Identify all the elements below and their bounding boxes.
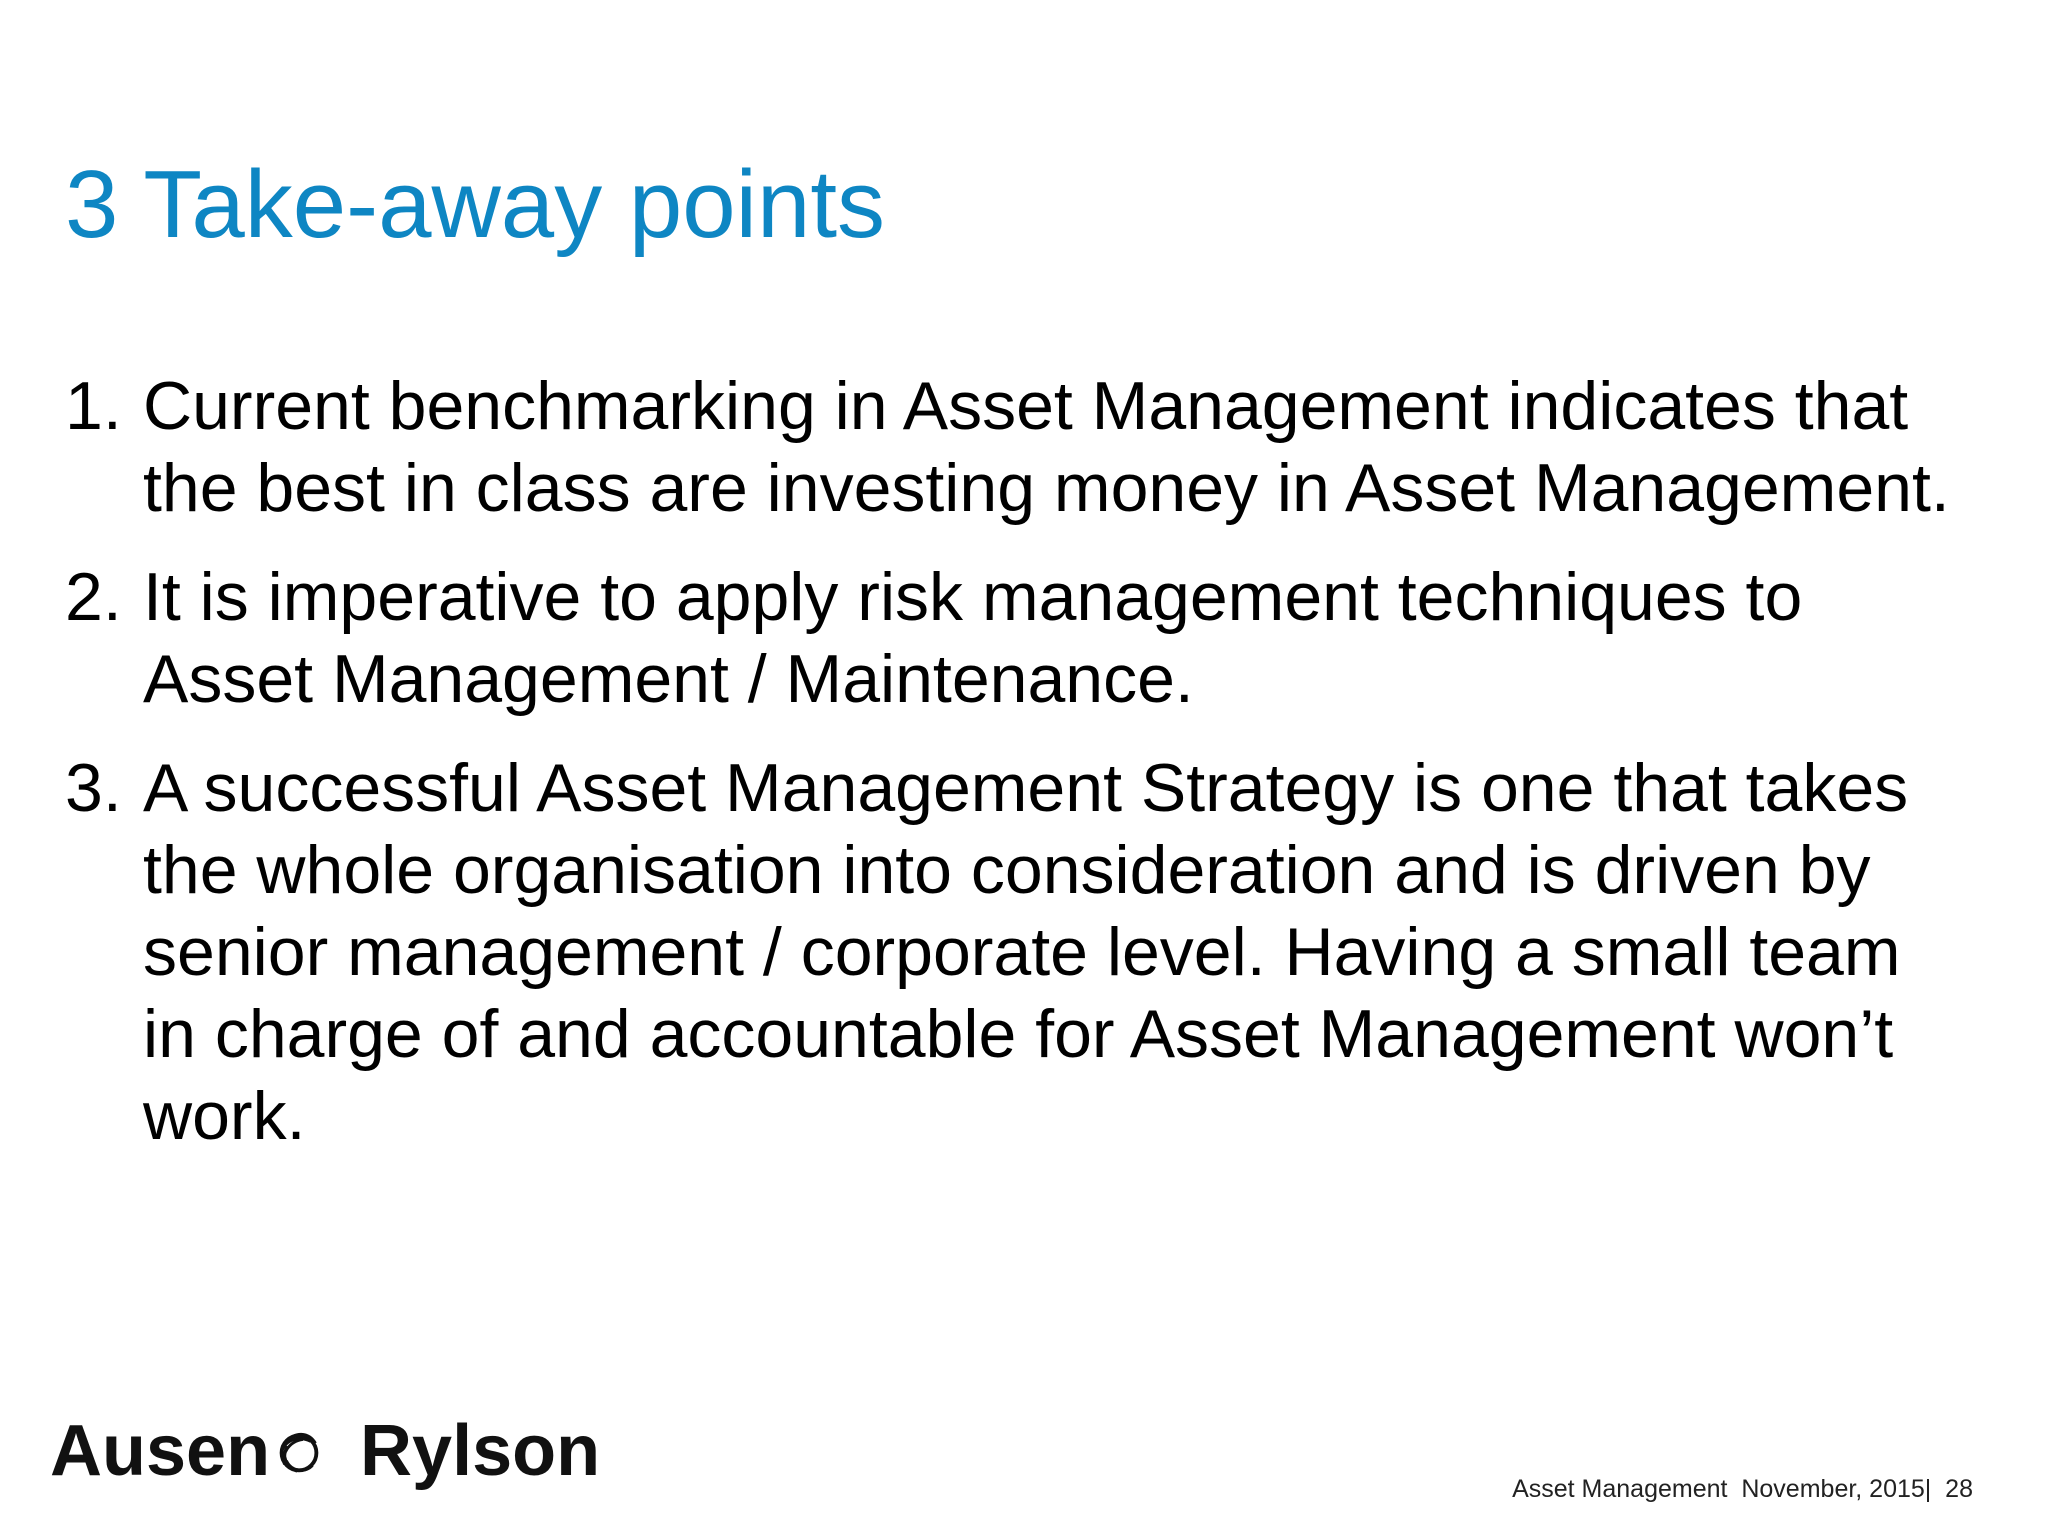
company-logo: [50, 1411, 601, 1491]
logo-text-rylson: Rylson: [360, 1411, 601, 1491]
takeaway-point-3: [65, 747, 1965, 1157]
point-text: Current benchmarking in Asset Management indicates that the best in class are investing money in Asset Management.: [143, 368, 1950, 526]
point-number: 1.: [65, 368, 122, 444]
slide-title: 3 Take-away points: [65, 151, 886, 258]
takeaway-point-2: [65, 556, 1965, 720]
point-number: 2.: [65, 559, 122, 635]
swirl-o-icon: [270, 1422, 328, 1480]
logo-text-ausen: Ausen: [50, 1411, 271, 1491]
point-number: 3.: [65, 750, 122, 826]
footer-info: Asset Management November, 2015| 28: [1512, 1475, 1973, 1503]
takeaway-list: [65, 365, 1965, 1184]
point-text: A successful Asset Management Strategy is one that takes the whole organisation into consideration and is driven by senior management / corporate level. Having a small team in charge of and accountable for Asset Management won’t work.: [143, 750, 1909, 1154]
point-text: It is imperative to apply risk management techniques to Asset Management / Maintenance.: [143, 559, 1803, 717]
takeaway-point-1: [65, 365, 1965, 529]
